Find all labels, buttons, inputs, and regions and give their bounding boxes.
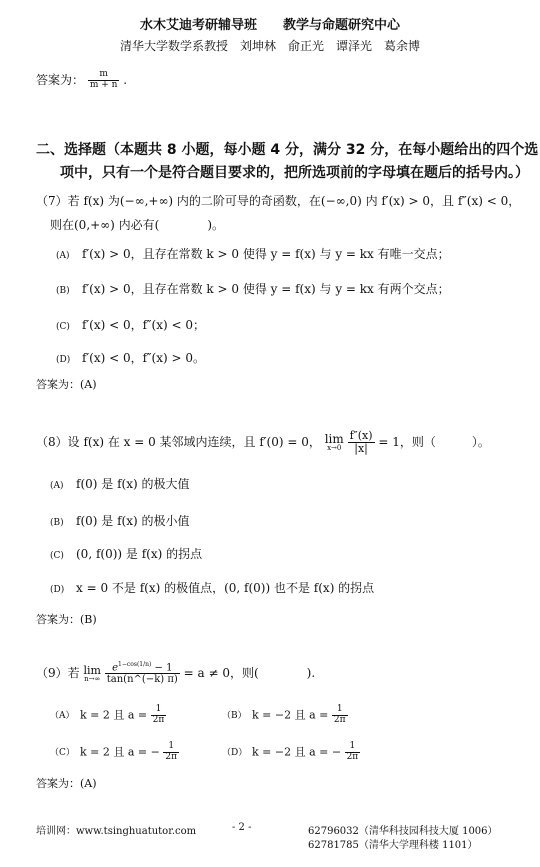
q8-option-c <box>50 545 202 562</box>
q8-option-a <box>50 475 189 492</box>
q9-option-c-label: （C） <box>50 748 75 759</box>
q8-option-a-text: f(0) 是 f(x) 的极大值 <box>76 477 190 491</box>
q7-option-b <box>56 280 450 297</box>
q7-option-a <box>56 245 450 262</box>
q8-option-c-label: (C) <box>50 551 64 561</box>
q9-fraction <box>105 662 180 685</box>
q9-option-d-fden: 2π <box>346 751 359 762</box>
q8-fraction <box>348 430 375 455</box>
q8-lim: lim <box>324 432 344 447</box>
q7-option-d-text: f′(x) < 0，f″(x) > 0。 <box>82 351 205 365</box>
q9-limit <box>83 665 100 683</box>
q8-option-c-text: (0, f(0)) 是 f(x) 的拐点 <box>76 547 203 561</box>
doc-header-title: 水木艾迪考研辅导班 教学与命题研究中心 <box>139 18 400 33</box>
q9-answer: 答案为：(A) <box>36 777 97 790</box>
q7-line2: 则在(0,+∞) 内必有( )。 <box>50 218 225 232</box>
section-title-line2: 项中，只有一个是符合题目要求的，把所选项前的字母填在题后的括号内。） <box>60 165 529 181</box>
section-title-line1: 二、选择题（本题共 8 小题，每小题 4 分，满分 32 分，在每小题给出的四个选 <box>36 142 539 158</box>
footer-page-number: - 2 - <box>232 822 252 833</box>
q9-option-b-text: k = −2 且 a = <box>252 708 329 722</box>
q9-option-d-fnum: 1 <box>345 742 361 753</box>
q9-option-a-fnum: 1 <box>151 705 167 716</box>
q7-option-c <box>56 316 205 333</box>
q8-post: = 1，则（ ）。 <box>378 435 490 450</box>
q9-frac-num <box>105 662 180 674</box>
q7-option-c-text: f′(x) < 0，f″(x) < 0； <box>82 318 205 332</box>
q9-pre: （9）若 <box>36 666 80 681</box>
q9-num-base: e <box>112 662 119 674</box>
q8-option-d-label: (D) <box>50 585 65 595</box>
q9-option-a-text: k = 2 且 a = <box>80 708 148 722</box>
q8-option-b-label: (B) <box>50 518 64 528</box>
q8-answer: 答案为：(B) <box>36 613 97 626</box>
q9-option-a <box>50 705 166 726</box>
footer-phone-2: 62781785（清华大学理科楼 1101） <box>308 840 478 851</box>
prev-answer-den: m + n <box>89 79 118 90</box>
q9-option-a-fden: 2π <box>152 714 165 725</box>
q8-option-a-label: (A) <box>50 481 64 491</box>
q9-stem <box>36 662 315 685</box>
prev-answer-fraction <box>88 70 120 91</box>
q9-option-c-frac <box>163 742 179 763</box>
doc-header-authors: 清华大学数学系教授 刘坤林 俞正光 谭泽光 葛余博 <box>119 39 420 53</box>
q9-option-b-fden: 2π <box>333 714 346 725</box>
prev-answer-label: 答案为： <box>36 72 85 87</box>
q9-option-d-frac <box>345 742 361 763</box>
q8-frac-num: f″(x) <box>349 429 373 442</box>
q9-lim-sub: n→∞ <box>84 674 101 683</box>
prev-answer <box>36 70 127 91</box>
q9-option-c-text: k = 2 且 a = − <box>80 745 160 759</box>
prev-answer-num: m <box>88 70 120 81</box>
q8-limit <box>325 433 344 452</box>
q8-option-d <box>50 579 374 596</box>
q7-option-a-label: (A) <box>56 251 70 261</box>
q9-option-a-label: （A） <box>50 711 75 722</box>
q8-option-d-text: x = 0 不是 f(x) 的极值点，(0, f(0)) 也不是 f(x) 的拐点 <box>76 581 375 595</box>
q9-num-exp: 1−cos(1/n) <box>118 661 152 668</box>
q9-option-d-label: （D） <box>222 748 248 759</box>
q9-option-b-fnum: 1 <box>332 705 348 716</box>
q9-option-d-text: k = −2 且 a = − <box>252 745 342 759</box>
q9-option-b-frac <box>332 705 348 726</box>
q9-option-b <box>222 705 348 726</box>
prev-answer-tail: . <box>123 72 128 87</box>
q7-option-b-text: f′(x) > 0，且存在常数 k > 0 使得 y = f(x) 与 y = kx 有两个交点； <box>82 282 450 296</box>
q7-answer: 答案为：(A) <box>36 378 97 391</box>
q7-option-d-label: (D) <box>56 355 71 365</box>
q7-option-a-text: f′(x) > 0，且存在常数 k > 0 使得 y = f(x) 与 y = kx 有唯一交点； <box>82 247 450 261</box>
footer-website: 培训网：www.tsinghuatutor.com <box>36 826 197 837</box>
q9-option-b-label: （B） <box>222 711 247 722</box>
q7-option-d <box>56 349 205 366</box>
q7-option-c-label: (C) <box>56 322 70 332</box>
q9-option-c-fnum: 1 <box>163 742 179 753</box>
q9-option-a-frac <box>151 705 167 726</box>
footer-phone-1: 62796032（清华科技园科技大厦 1006） <box>308 826 498 837</box>
q7-line1: （7）若 f(x) 为(−∞,+∞) 内的二阶可导的奇函数，在(−∞,0) 内 f′(x) > 0，且 f″(x) < 0， <box>36 194 521 208</box>
q8-option-b <box>50 512 189 529</box>
q9-lim: lim <box>83 663 101 677</box>
q8-option-b-text: f(0) 是 f(x) 的极小值 <box>76 514 190 528</box>
q8-pre: （8）设 f(x) 在 x = 0 某邻域内连续，且 f′(0) = 0， <box>36 435 321 450</box>
q7-option-b-label: (B) <box>56 286 70 296</box>
q9-frac-den: tan(n^(−k) π) <box>106 674 178 686</box>
q9-option-d <box>222 742 360 763</box>
q8-frac-den: |x| <box>354 442 368 456</box>
q9-num-tail: − 1 <box>154 662 173 674</box>
q9-option-c <box>50 742 179 763</box>
q8-stem <box>36 430 490 455</box>
q9-post: = a ≠ 0，则( ). <box>183 666 316 681</box>
q9-option-c-fden: 2π <box>165 751 178 762</box>
q8-lim-sub: x→0 <box>327 444 342 453</box>
